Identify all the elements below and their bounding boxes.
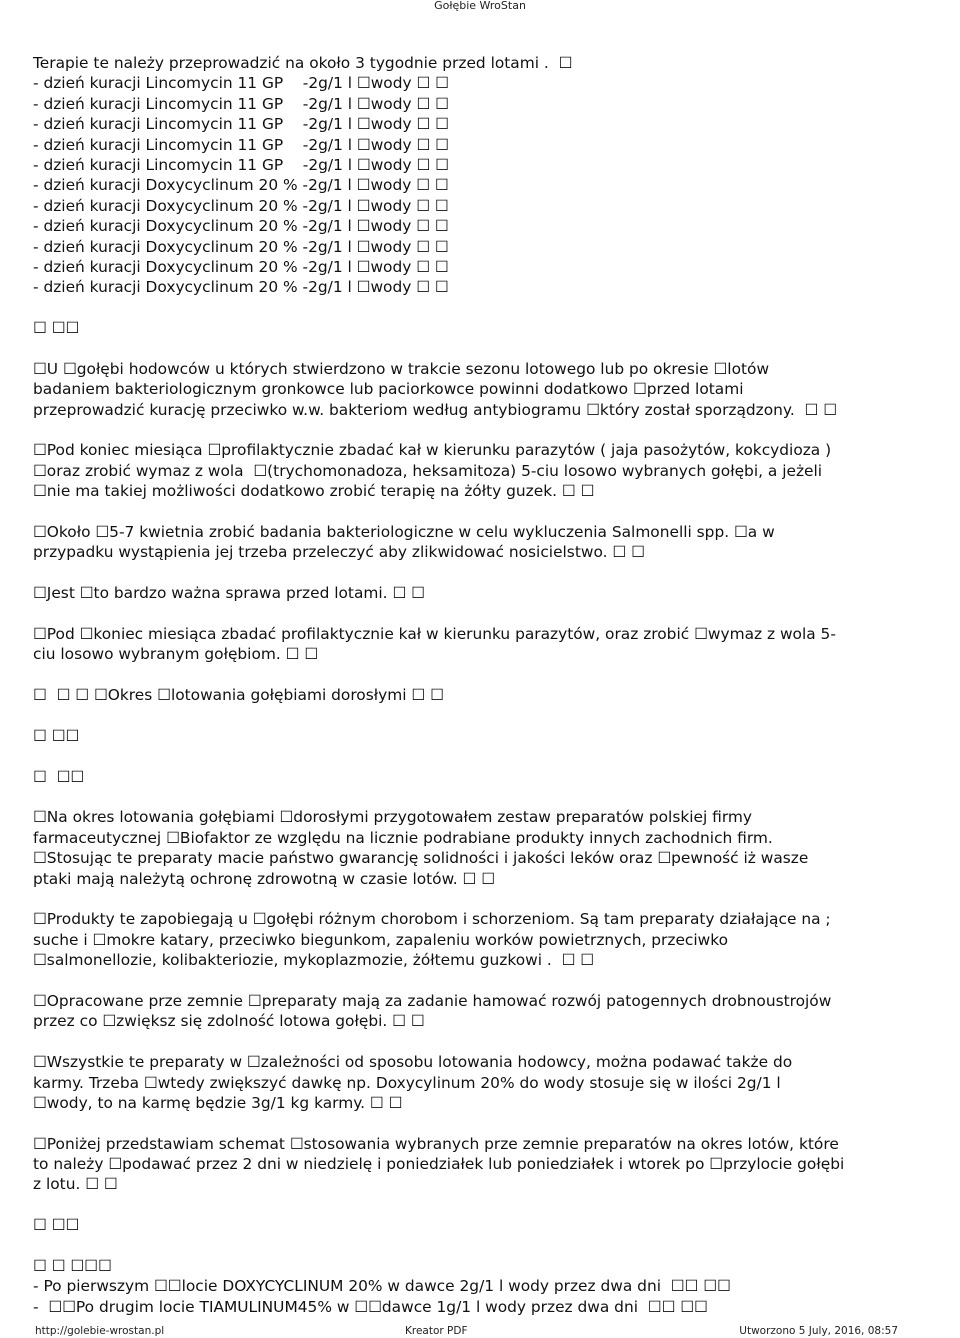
text-line: ☐Poniżej przedstawiam schemat ☐stosowania wybranych prze zemnie preparatów na okres lotów, które (33, 1134, 839, 1153)
text-line: to należy ☐podawać przez 2 dni w niedzielę i poniedziałek lub poniedziałek i wtorek po ☐przylocie gołębi (33, 1155, 845, 1174)
blank-line (33, 298, 933, 318)
text-line: ☐Pod ☐koniec miesiąca zbadać profilaktycznie kał w kierunku parazytów, oraz zrobić ☐wymaz z wola 5- (33, 624, 836, 643)
blank-line (33, 665, 933, 685)
text-line: - dzień kuracji Doxycyclinum 20 % -2g/1 l ☐wody ☐ ☐ (33, 176, 449, 195)
blank-line (33, 1236, 933, 1256)
text-line: ☐nie ma takiej możliwości dodatkowo zrobić terapię na żółty guzek. ☐ ☐ (33, 482, 595, 501)
blank-line (33, 502, 933, 522)
blank-line (33, 1032, 933, 1052)
blank-line (33, 563, 933, 583)
text-line: ☐ ☐☐ (33, 319, 80, 338)
page-header: Gołębie WroStan (434, 0, 526, 12)
blank-line (33, 889, 933, 909)
text-line: ciu losowo wybranym gołębiom. ☐ ☐ (33, 645, 319, 664)
text-line: ☐Na okres lotowania gołębiami ☐dorosłymi przygotowałem zestaw preparatów polskiej firmy (33, 808, 753, 827)
text-line: ☐ ☐ ☐☐☐ (33, 1257, 112, 1276)
text-line: - dzień kuracji Doxycyclinum 20 % -2g/1 l ☐wody ☐ ☐ (33, 237, 449, 256)
text-line: - Po pierwszym ☐☐locie DOXYCYCLINUM 20% w dawce 2g/1 l wody przez dwa dni ☐☐ ☐☐ (33, 1277, 731, 1296)
text-line: ☐salmonellozie, kolibakteriozie, mykoplazmozie, żółtemu guzkowi . ☐ ☐ (33, 951, 595, 970)
text-line: badaniem bakteriologicznym gronkowce lub paciorkowce powinni dodatkowo ☐przed lotami (33, 380, 744, 399)
text-line: - dzień kuracji Lincomycin 11 GP -2g/1 l ☐wody ☐ ☐ (33, 94, 449, 113)
text-line: - ☐☐Po drugim locie TIAMULINUM45% w ☐☐dawce 1g/1 l wody przez dwa dni ☐☐ ☐☐ (33, 1297, 708, 1316)
text-line: przypadku wystąpienia jej trzeba przeleczyć aby zlikwidować nosicielstwo. ☐ ☐ (33, 543, 645, 562)
text-line: przez co ☐zwiększ się zdolność lotowa gołębi. ☐ ☐ (33, 1012, 425, 1031)
text-line: ☐oraz zrobić wymaz z wola ☐(trychomonadoza, heksamitoza) 5-ciu losowo wybranych gołębi, a jeżeli (33, 461, 823, 480)
text-line: - dzień kuracji Lincomycin 11 GP -2g/1 l ☐wody ☐ ☐ (33, 155, 449, 174)
footer-generator: Kreator PDF (405, 1325, 468, 1337)
blank-line (33, 1113, 933, 1133)
text-line: ptaki mają należytą ochronę zdrowotną w czasie lotów. ☐ ☐ (33, 869, 496, 888)
text-line: ☐Pod koniec miesiąca ☐profilaktycznie zbadać kał w kierunku parazytów ( jaja pasożytów, kokcydioza ) (33, 441, 832, 460)
document-body (33, 53, 933, 1317)
text-line: ☐Wszystkie te preparaty w ☐zależności od sposobu lotowania hodowcy, można podawać także do (33, 1053, 793, 1072)
text-line: Terapie te należy przeprowadzić na około 3 tygodnie przed lotami . ☐ (33, 54, 573, 72)
text-line: ☐Stosując te preparaty macie państwo gwarancję solidności i jakości leków oraz ☐pewność iż wasze (33, 849, 809, 868)
text-line: przeprowadzić kurację przeciwko w.w. bakteriom według antybiogramu ☐który został sporządzony. ☐ ☐ (33, 400, 837, 419)
text-line: ☐Opracowane prze zemnie ☐preparaty mają za zadanie hamować rozwój patogennych drobnoustrojów (33, 991, 832, 1010)
text-line: ☐ ☐☐ (33, 726, 80, 745)
text-line: - dzień kuracji Doxycyclinum 20 % -2g/1 l ☐wody ☐ ☐ (33, 217, 449, 236)
text-line: z lotu. ☐ ☐ (33, 1175, 118, 1194)
text-line: - dzień kuracji Doxycyclinum 20 % -2g/1 l ☐wody ☐ ☐ (33, 257, 449, 276)
text-line: - dzień kuracji Doxycyclinum 20 % -2g/1 l ☐wody ☐ ☐ (33, 278, 449, 297)
blank-line (33, 706, 933, 726)
footer-created: Utworzono 5 July, 2016, 08:57 (739, 1325, 898, 1337)
text-line: ☐ ☐☐ (33, 1216, 80, 1235)
footer-url[interactable]: http://golebie-wrostan.pl (35, 1325, 165, 1337)
blank-line (33, 420, 933, 440)
text-line: ☐ ☐☐ (33, 767, 85, 786)
text-line: - dzień kuracji Lincomycin 11 GP -2g/1 l ☐wody ☐ ☐ (33, 115, 449, 134)
text-line: ☐Produkty te zapobiegają u ☐gołębi różnym chorobom i schorzeniom. Są tam preparaty działające na ; (33, 910, 831, 929)
text-line: ☐wody, to na karmę będzie 3g/1 kg karmy. ☐ ☐ (33, 1093, 403, 1112)
text-line: suche i ☐mokre katary, przeciwko biegunkom, zapaleniu worków powietrznych, przeciwko (33, 930, 729, 949)
text-line: - dzień kuracji Lincomycin 11 GP -2g/1 l ☐wody ☐ ☐ (33, 74, 449, 93)
blank-line (33, 971, 933, 991)
blank-line (33, 604, 933, 624)
text-line: ☐Jest ☐to bardzo ważna sprawa przed lotami. ☐ ☐ (33, 584, 425, 603)
blank-line (33, 1195, 933, 1215)
page-footer (0, 1325, 960, 1337)
text-line: ☐ ☐ ☐ ☐Okres ☐lotowania gołębiami dorosłymi ☐ ☐ (33, 686, 444, 705)
text-line: - dzień kuracji Lincomycin 11 GP -2g/1 l ☐wody ☐ ☐ (33, 135, 449, 154)
text-line: ☐U ☐gołębi hodowców u których stwierdzono w trakcie sezonu lotowego lub po okresie ☐lotów (33, 359, 770, 378)
blank-line (33, 787, 933, 807)
text-line: ☐Około ☐5-7 kwietnia zrobić badania bakteriologiczne w celu wykluczenia Salmonelli spp. ☐a w (33, 522, 775, 541)
text-line: - dzień kuracji Doxycyclinum 20 % -2g/1 l ☐wody ☐ ☐ (33, 196, 449, 215)
blank-line (33, 338, 933, 358)
text-line: karmy. Trzeba ☐wtedy zwiększyć dawkę np. Doxycylinum 20% do wody stosuje się w ilości 2g/1 l (33, 1073, 781, 1092)
blank-line (33, 746, 933, 766)
text-line: farmaceutycznej ☐Biofaktor ze względu na licznie podrabiane produkty innych zachodnich firm. (33, 828, 773, 847)
